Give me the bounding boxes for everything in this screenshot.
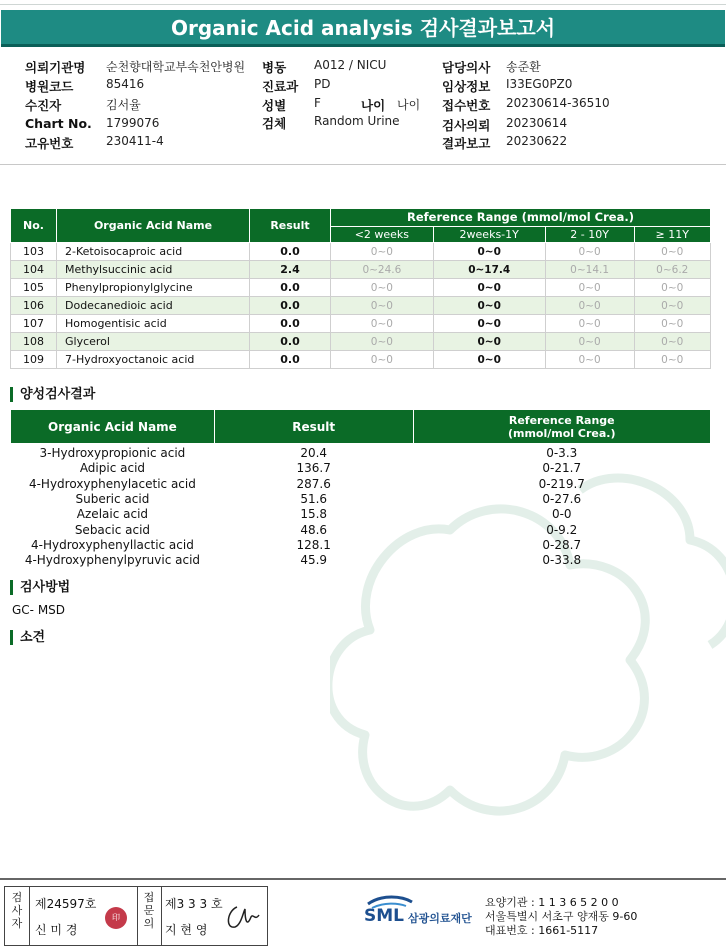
table-row — [11, 297, 711, 315]
col-result: Result — [250, 209, 331, 243]
footer — [0, 882, 726, 952]
col-ref-11y: ≥ 11Y — [634, 226, 711, 243]
row-result: 0.0 — [250, 243, 331, 261]
examiner-label: 검사자 — [11, 891, 23, 930]
row-name: 4-Hydroxyphenylpyruvic acid — [24, 553, 201, 568]
row-ref: 0-21.7 — [542, 461, 582, 476]
col-reference — [413, 410, 711, 443]
label-sex: 성별 — [262, 98, 287, 113]
row-name: 4-Hydroxyphenylacetic acid — [28, 476, 196, 491]
row-ref: 0~0 — [433, 297, 545, 315]
row-ref: 0~0 — [634, 243, 711, 261]
row-result: 0.0 — [250, 333, 331, 351]
row-ref: 0-0 — [551, 507, 572, 522]
value-sex: F — [314, 96, 321, 110]
col-ref-2-10y: 2 - 10Y — [545, 226, 634, 243]
table-row — [11, 461, 711, 476]
row-ref: 0-219.7 — [538, 476, 585, 491]
value-report-date: 20230622 — [506, 134, 568, 148]
row-ref: 0~0 — [634, 351, 711, 369]
label-specimen: 검체 — [262, 116, 287, 131]
table-row — [11, 351, 711, 369]
value-unique-no: 230411-4 — [106, 134, 164, 148]
address: 서울특별시 서초구 양재동 9-60 — [485, 910, 638, 923]
value-hospital-code: 85416 — [106, 77, 145, 91]
row-ref: 0~0 — [634, 333, 711, 351]
row-name: Phenylpropionylglycine — [57, 279, 250, 297]
examiner-seal: 印 — [105, 907, 127, 929]
sml-logo-text: SML — [364, 906, 404, 926]
reference-table — [10, 208, 711, 369]
row-name: 7-Hydroxyoctanoic acid — [57, 351, 250, 369]
row-name: Homogentisic acid — [57, 315, 250, 333]
table-row — [11, 243, 711, 261]
value-collector: 김서율 — [106, 98, 141, 112]
row-ref: 0~0 — [331, 243, 434, 261]
row-ref: 0-27.6 — [542, 492, 582, 507]
table-row — [11, 315, 711, 333]
table-row — [11, 279, 711, 297]
col-reference: Reference Range (mmol/mol Crea.) — [331, 209, 711, 227]
row-ref: 0-3.3 — [546, 446, 578, 461]
value-receipt-no: 20230614-36510 — [506, 96, 610, 110]
table-row — [11, 492, 711, 507]
top-rule — [0, 4, 726, 5]
row-result: 136.7 — [296, 461, 331, 476]
value-specimen: Random Urine — [314, 114, 400, 128]
reviewer-label: 접문의 — [143, 891, 155, 930]
row-name: Suberic acid — [75, 492, 150, 507]
col-no: No. — [11, 209, 57, 243]
col-reference-line1: Reference Range — [508, 413, 615, 427]
row-result: 2.4 — [250, 261, 331, 279]
row-ref: 0~0 — [433, 333, 545, 351]
row-ref: 0~0 — [331, 315, 434, 333]
row-ref: 0~24.6 — [331, 261, 434, 279]
label-chart-no: Chart No. — [25, 116, 92, 131]
row-name: Glycerol — [57, 333, 250, 351]
row-name: Dodecanedioic acid — [57, 297, 250, 315]
row-result: 0.0 — [250, 351, 331, 369]
row-ref: 0~0 — [545, 297, 634, 315]
method-value: GC- MSD — [12, 603, 66, 617]
row-ref: 0~0 — [545, 333, 634, 351]
row-ref: 0~0 — [545, 315, 634, 333]
value-doctor: 송준환 — [506, 60, 541, 74]
table-row — [11, 261, 711, 279]
value-ward: A012 / NICU — [314, 58, 387, 72]
row-ref: 0~0 — [634, 279, 711, 297]
row-name: 4-Hydroxyphenyllactic acid — [31, 537, 194, 552]
label-doctor: 담당의사 — [442, 60, 491, 75]
row-ref: 0~0 — [545, 351, 634, 369]
value-clinical-info: I33EG0PZ0 — [506, 77, 573, 91]
col-ref-under-2w: <2 weeks — [331, 226, 434, 243]
row-no: 105 — [11, 279, 57, 297]
row-ref: 0~6.2 — [634, 261, 711, 279]
row-no: 103 — [11, 243, 57, 261]
label-department: 진료과 — [262, 79, 299, 94]
label-collector: 수진자 — [25, 98, 62, 113]
row-ref: 0~0 — [331, 297, 434, 315]
row-ref: 0~0 — [433, 243, 545, 261]
row-ref: 0~17.4 — [433, 261, 545, 279]
section-opinion-title: 소견 — [10, 630, 45, 645]
row-no: 106 — [11, 297, 57, 315]
label-report-date: 결과보고 — [442, 136, 491, 151]
reviewer-license: 제3 3 3 호 — [165, 897, 223, 911]
table-row — [11, 446, 711, 461]
row-ref: 0~0 — [634, 315, 711, 333]
label-institution: 의뢰기관명 — [25, 60, 86, 75]
row-ref: 0~0 — [433, 351, 545, 369]
row-ref: 0~0 — [545, 279, 634, 297]
examiner-name: 신 미 경 — [35, 923, 78, 937]
section-method-title: 검사방법 — [10, 580, 70, 595]
value-chart-no: 1799076 — [106, 116, 160, 130]
row-no: 108 — [11, 333, 57, 351]
col-ref-2w-1y: 2weeks-1Y — [433, 226, 545, 243]
row-ref: 0~0 — [331, 279, 434, 297]
row-ref: 0-33.8 — [542, 553, 582, 568]
row-ref: 0-9.2 — [546, 522, 578, 537]
label-request-date: 검사의뢰 — [442, 118, 491, 133]
row-ref: 0~0 — [331, 333, 434, 351]
row-ref: 0~0 — [433, 279, 545, 297]
row-result: 0.0 — [250, 315, 331, 333]
signature-box — [4, 886, 268, 946]
row-ref: 0~0 — [634, 297, 711, 315]
report-title: Organic Acid analysis 검사결과보고서 — [1, 10, 725, 47]
row-result: 20.4 — [300, 446, 328, 461]
row-result: 0.0 — [250, 279, 331, 297]
table-row — [11, 333, 711, 351]
org-address — [485, 896, 637, 938]
org-name: 삼광의료재단 — [408, 912, 472, 925]
row-ref: 0~0 — [545, 243, 634, 261]
value-request-date: 20230614 — [506, 116, 568, 130]
info-divider — [0, 164, 726, 165]
row-result: 287.6 — [296, 476, 331, 491]
row-name: Azelaic acid — [76, 507, 149, 522]
positive-table — [10, 410, 711, 568]
label-unique-no: 고유번호 — [25, 136, 74, 151]
row-no: 107 — [11, 315, 57, 333]
row-ref: 0~0 — [433, 315, 545, 333]
table-row — [11, 477, 711, 492]
row-name: Methylsuccinic acid — [57, 261, 250, 279]
label-clinical-info: 임상정보 — [442, 79, 491, 94]
row-result: 0.0 — [250, 297, 331, 315]
row-ref: 0-28.7 — [542, 537, 582, 552]
table-row — [11, 522, 711, 537]
row-result: 51.6 — [300, 492, 328, 507]
col-result: Result — [214, 410, 413, 443]
patient-info — [0, 54, 726, 154]
examiner-license: 제24597호 — [35, 897, 97, 911]
label-hospital-code: 병원코드 — [25, 79, 74, 94]
col-name: Organic Acid Name — [11, 410, 215, 443]
row-no: 109 — [11, 351, 57, 369]
value-institution: 순천향대학교부속천안병원 — [106, 60, 246, 74]
value-age: 나이 — [397, 98, 421, 112]
section-positive-title: 양성검사결과 — [10, 387, 95, 402]
care-institution: 요양기관 : 1 1 3 6 5 2 0 0 — [485, 896, 619, 909]
row-result: 128.1 — [296, 537, 331, 552]
label-ward: 병동 — [262, 60, 287, 75]
footer-rule — [0, 878, 726, 880]
table-row — [11, 538, 711, 553]
table-row — [11, 553, 711, 568]
row-result: 15.8 — [300, 507, 328, 522]
row-name: 3-Hydroxypropionic acid — [39, 446, 186, 461]
row-name: 2-Ketoisocaproic acid — [57, 243, 250, 261]
row-result: 45.9 — [300, 553, 328, 568]
phone: 대표번호 : 1661-5117 — [485, 924, 599, 937]
row-no: 104 — [11, 261, 57, 279]
row-result: 48.6 — [300, 522, 328, 537]
col-name: Organic Acid Name — [57, 209, 250, 243]
row-ref: 0~0 — [331, 351, 434, 369]
col-reference-line2: (mmol/mol Crea.) — [507, 426, 616, 440]
table-row — [11, 507, 711, 522]
signature-icon — [225, 903, 261, 933]
row-name: Adipic acid — [79, 461, 146, 476]
label-age: 나이 — [361, 98, 386, 113]
reviewer-name: 지 현 영 — [165, 923, 208, 937]
row-name: Sebacic acid — [74, 522, 151, 537]
row-ref: 0~14.1 — [545, 261, 634, 279]
label-receipt-no: 접수번호 — [442, 98, 491, 113]
value-department: PD — [314, 77, 331, 91]
